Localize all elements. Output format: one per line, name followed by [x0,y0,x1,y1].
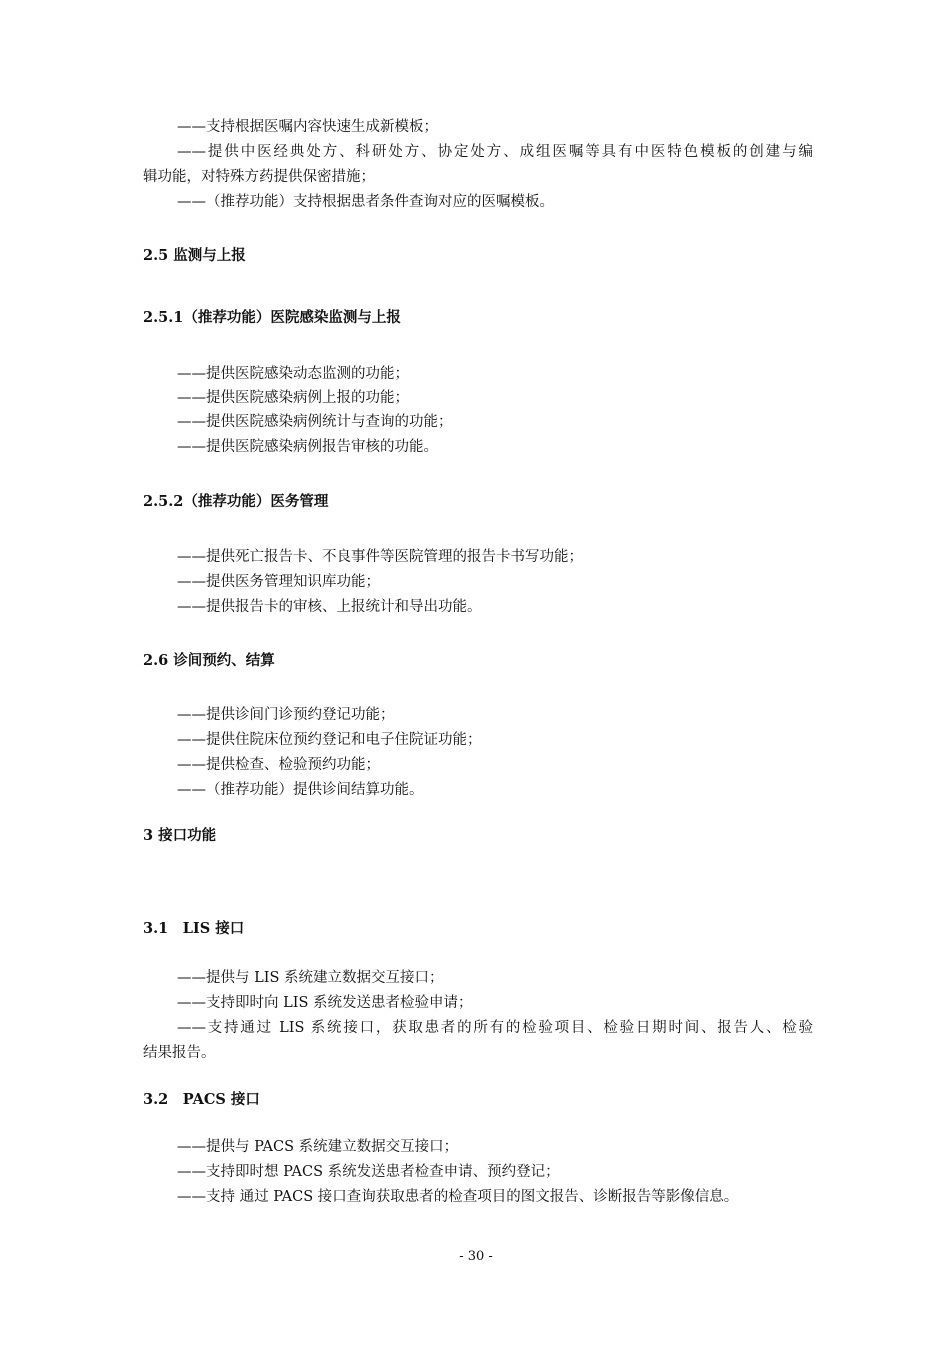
list-item: ——支持 通过 PACS 接口查询获取患者的检查项目的图文报告、诊断报告等影像信息。 [177,1189,739,1205]
text-line: 辑功能，对特殊方药提供保密措施； [143,169,375,185]
list-item: ——提供医院感染病例上报的功能； [177,390,409,406]
list-item: ——提供住院床位预约登记和电子住院证功能； [177,732,482,748]
text-line: ——（推荐功能）支持根据患者条件查询对应的医嘱模板。 [177,194,554,210]
list-item: ——提供检查、检验预约功能； [177,757,380,773]
section-heading-2-6: 2.6 诊间预约、结算 [143,652,275,669]
text-line: ——提供中医经典处方、科研处方、协定处方、成组医嘱等具有中医特色模板的创建与编 [177,144,813,160]
subsection-heading-2-5-2: 2.5.2（推荐功能）医务管理 [143,493,329,510]
section-heading-3: 3 接口功能 [143,827,217,844]
section-heading-2-5: 2.5 监测与上报 [143,247,246,264]
text-line: 结果报告。 [143,1045,216,1061]
list-item: ——支持即时想 PACS 系统发送患者检查申请、预约登记； [177,1164,560,1180]
list-item: ——提供报告卡的审核、上报统计和导出功能。 [177,599,482,615]
page-number: - 30 - [459,1249,493,1264]
list-item: ——提供医院感染动态监测的功能； [177,366,409,382]
text-line: ——支持根据医嘱内容快速生成新模板； [177,119,438,135]
list-item: ——提供诊间门诊预约登记功能； [177,707,395,723]
list-item: ——提供医院感染病例报告审核的功能。 [177,439,438,455]
subsection-heading-3-2: 3.2 PACS 接口 [143,1091,260,1108]
list-item: ——提供与 PACS 系统建立数据交互接口； [177,1139,459,1155]
list-item: ——提供与 LIS 系统建立数据交互接口； [177,970,444,986]
list-item: ——提供医院感染病例统计与查询的功能； [177,414,453,430]
list-item: ——（推荐功能）提供诊间结算功能。 [177,782,424,798]
subsection-heading-3-1: 3.1 LIS 接口 [143,920,245,937]
subsection-heading-2-5-1: 2.5.1（推荐功能）医院感染监测与上报 [143,309,401,326]
list-item: ——提供死亡报告卡、不良事件等医院管理的报告卡书写功能； [177,549,583,565]
list-item: ——提供医务管理知识库功能； [177,574,380,590]
list-item: ——支持即时向 LIS 系统发送患者检验申请； [177,995,473,1011]
list-item: ——支持通过 LIS 系统接口，获取患者的所有的检验项目、检验日期时间、报告人、检验 [177,1020,813,1036]
